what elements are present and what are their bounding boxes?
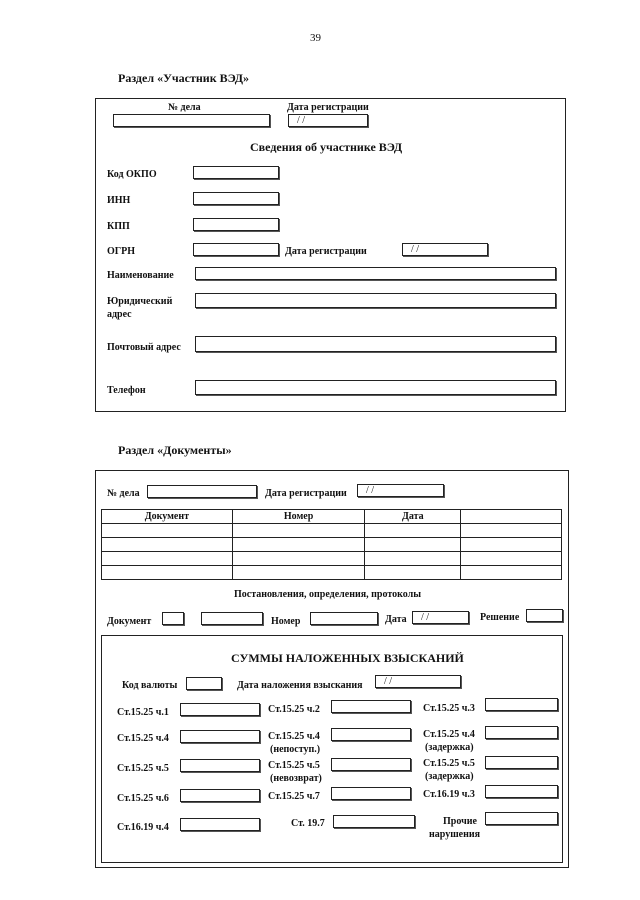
postal-address-label: Почтовый адрес — [107, 342, 181, 353]
penalty-sums-frame — [101, 635, 563, 863]
article-15-25-4-nonreceipt-label: Ст.15.25 ч.4 — [268, 731, 320, 742]
table-header-number: Номер — [232, 510, 365, 524]
table-cell[interactable] — [232, 566, 365, 580]
decision-date-field[interactable]: / / — [412, 611, 469, 624]
decision-date-label: Дата — [385, 614, 407, 625]
article-15-25-5-delay-label: Ст.15.25 ч.5 — [423, 758, 475, 769]
article-15-25-3-field[interactable] — [485, 698, 558, 711]
table-cell[interactable] — [365, 524, 461, 538]
table-cell[interactable] — [232, 538, 365, 552]
article-15-25-7-label: Ст.15.25 ч.7 — [268, 791, 320, 802]
article-19-7-label: Ст. 19.7 — [291, 818, 325, 829]
article-16-19-4-label: Ст.16.19 ч.4 — [117, 822, 169, 833]
article-15-25-4-label: Ст.15.25 ч.4 — [117, 733, 169, 744]
currency-code-label: Код валюты — [122, 680, 178, 691]
article-15-25-2-label: Ст.15.25 ч.2 — [268, 704, 320, 715]
table-header-date: Дата — [365, 510, 461, 524]
okpo-label: Код ОКПО — [107, 169, 157, 180]
kpp-field[interactable] — [193, 218, 279, 231]
name-label: Наименование — [107, 270, 174, 281]
postal-address-field[interactable] — [195, 336, 556, 352]
documents-case-number-label: № дела — [107, 488, 140, 499]
ogrn-registration-date-field[interactable]: / / — [402, 243, 488, 256]
penalty-sums-title: СУММЫ НАЛОЖЕННЫХ ВЗЫСКАНИЙ — [231, 651, 464, 665]
inn-label: ИНН — [107, 195, 131, 206]
table-cell[interactable] — [102, 538, 233, 552]
table-row — [102, 552, 562, 566]
decision-number-field[interactable] — [310, 612, 378, 625]
inn-field[interactable] — [193, 192, 279, 205]
article-19-7-field[interactable] — [333, 815, 415, 828]
article-15-25-4-delay-label-2: (задержка) — [425, 742, 474, 753]
article-15-25-5-nonreturn-field[interactable] — [331, 758, 411, 771]
decision-document-number-field[interactable] — [201, 612, 263, 625]
legal-address-field[interactable] — [195, 293, 556, 308]
documents-registration-date-field[interactable]: / / — [357, 484, 444, 497]
article-15-25-4-nonreceipt-label-2: (непоступ.) — [270, 744, 321, 755]
table-row — [102, 538, 562, 552]
article-16-19-3-label: Ст.16.19 ч.3 — [423, 789, 475, 800]
article-15-25-6-label: Ст.15.25 ч.6 — [117, 793, 169, 804]
kpp-label: КПП — [107, 221, 130, 232]
article-15-25-5-label: Ст.15.25 ч.5 — [117, 763, 169, 774]
other-violations-label-2: нарушения — [429, 829, 481, 840]
penalty-date-label: Дата наложения взыскания — [237, 680, 363, 691]
table-cell[interactable] — [232, 552, 365, 566]
ogrn-registration-date-label: Дата регистрации — [285, 246, 367, 257]
documents-case-number-field[interactable] — [147, 485, 257, 498]
name-field[interactable] — [195, 267, 556, 280]
article-15-25-4-delay-field[interactable] — [485, 726, 558, 739]
penalty-date-field[interactable]: / / — [375, 675, 461, 688]
article-15-25-5-delay-label-2: (задержка) — [425, 771, 474, 782]
decision-document-label: Документ — [107, 616, 152, 627]
currency-code-field[interactable] — [186, 677, 222, 690]
article-15-25-5-nonreturn-label-2: (невозврат) — [270, 773, 322, 784]
table-header-document: Документ — [102, 510, 233, 524]
legal-address-label-2: адрес — [107, 309, 132, 320]
article-15-25-5-field[interactable] — [180, 759, 260, 772]
table-cell[interactable] — [461, 538, 562, 552]
other-violations-label: Прочие — [443, 816, 477, 827]
table-row — [102, 566, 562, 580]
table-cell[interactable] — [102, 552, 233, 566]
article-15-25-2-field[interactable] — [331, 700, 411, 713]
participant-info-title: Сведения об участнике ВЭД — [250, 140, 403, 154]
table-cell[interactable] — [232, 524, 365, 538]
ogrn-field[interactable] — [193, 243, 279, 256]
okpo-field[interactable] — [193, 166, 279, 179]
section-documents-title: Раздел «Документы» — [118, 443, 232, 457]
article-15-25-6-field[interactable] — [180, 789, 260, 802]
page-number: 39 — [310, 32, 321, 44]
registration-date-field[interactable]: / / — [288, 114, 368, 127]
article-15-25-5-nonreturn-label: Ст.15.25 ч.5 — [268, 760, 320, 771]
registration-date-label: Дата регистрации — [287, 102, 369, 113]
decision-number-label: Номер — [271, 616, 301, 627]
decision-field[interactable] — [526, 609, 563, 622]
case-number-label: № дела — [168, 102, 201, 113]
table-header-extra — [461, 510, 562, 524]
decision-document-field[interactable] — [162, 612, 184, 625]
decisions-title: Постановления, определения, протоколы — [234, 589, 422, 600]
article-15-25-7-field[interactable] — [331, 787, 411, 800]
table-cell[interactable] — [461, 552, 562, 566]
table-cell[interactable] — [365, 538, 461, 552]
article-16-19-4-field[interactable] — [180, 818, 260, 831]
table-cell[interactable] — [365, 552, 461, 566]
phone-label: Телефон — [107, 385, 146, 396]
article-15-25-1-label: Ст.15.25 ч.1 — [117, 707, 169, 718]
ogrn-label: ОГРН — [107, 246, 136, 257]
article-16-19-3-field[interactable] — [485, 785, 558, 798]
table-cell[interactable] — [365, 566, 461, 580]
documents-registration-date-label: Дата регистрации — [265, 488, 347, 499]
table-cell[interactable] — [102, 566, 233, 580]
section-participant-title: Раздел «Участник ВЭД» — [118, 71, 249, 85]
article-15-25-4-field[interactable] — [180, 730, 260, 743]
other-violations-field[interactable] — [485, 812, 558, 825]
phone-field[interactable] — [195, 380, 556, 395]
table-row — [102, 524, 562, 538]
decision-label: Решение — [480, 612, 520, 623]
legal-address-label: Юридический — [107, 296, 173, 307]
table-cell[interactable] — [461, 524, 562, 538]
article-15-25-5-delay-field[interactable] — [485, 756, 558, 769]
table-cell[interactable] — [461, 566, 562, 580]
documents-table — [101, 509, 562, 580]
article-15-25-4-nonreceipt-field[interactable] — [331, 728, 411, 741]
article-15-25-1-field[interactable] — [180, 703, 260, 716]
article-15-25-3-label: Ст.15.25 ч.3 — [423, 703, 475, 714]
case-number-field[interactable] — [113, 114, 270, 127]
table-cell[interactable] — [102, 524, 233, 538]
article-15-25-4-delay-label: Ст.15.25 ч.4 — [423, 729, 475, 740]
